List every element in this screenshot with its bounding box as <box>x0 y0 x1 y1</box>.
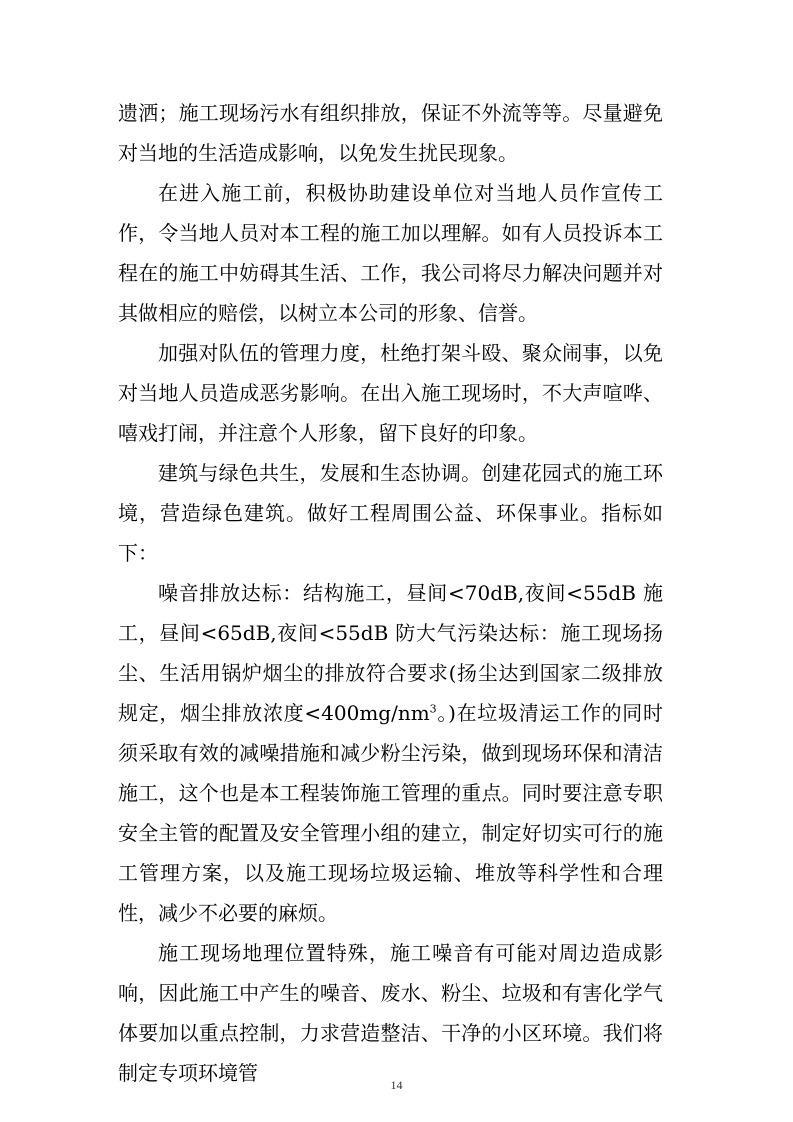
paragraph-community-relations: 在进入施工前，积极协助建设单位对当地人员作宣传工作，令当地人员对本工程的施工加以理解。如有人员投诉本工程在的施工中妨碍其生活、工作，我公司将尽力解决问题并对其做相应的赔偿，以树立本公司的形象、信誉。 <box>118 181 663 325</box>
paragraph-waste-water: 遗洒；施工现场污水有组织排放，保证不外流等等。尽量避免对当地的生活造成影响，以免发生扰民现象。 <box>118 101 663 165</box>
paragraph-emission-standards <box>118 573 663 933</box>
emission-text-after: 。)在垃圾清运工作的同时须采取有效的减噪措施和减少粉尘污染，做到现场环保和清洁施工，这个也是本工程装饰施工管理的重点。同时要注意专职安全主管的配置及安全管理小组的建立，制定好切实可行的施工管理方案，以及施工现场垃圾运输、堆放等科学性和合理性，减少不必要的麻烦。 <box>118 701 663 925</box>
paragraph-team-management: 加强对队伍的管理力度，杜绝打架斗殴、聚众闹事，以免对当地人员造成恶劣影响。在出入施工现场时，不大声喧哗、嘻戏打闹，并注意个人形象，留下良好的印象。 <box>118 341 663 445</box>
paragraph-green-building: 建筑与绿色共生，发展和生态协调。创建花园式的施工环境，营造绿色建筑。做好工程周围公益、环保事业。指标如下： <box>118 461 663 565</box>
superscript-cubed: 3 <box>429 702 437 716</box>
document-body <box>118 93 663 1093</box>
emission-text-before: 噪音排放达标：结构施工，昼间<70dB,夜间<55dB 施工，昼间<65dB,夜间<55dB 防大气污染达标：施工现场扬尘、生活用锅炉烟尘的排放符合要求(扬尘达到国家二级排放规定，烟尘排放浓度<400mg/nm <box>118 581 663 725</box>
paragraph-site-location: 施工现场地理位置特殊，施工噪音有可能对周边造成影响，因此施工中产生的噪音、废水、粉尘、垃圾和有害化学气体要加以重点控制，力求营造整洁、干净的小区环境。我们将制定专项环境管 <box>118 941 663 1085</box>
page-number: 14 <box>390 1078 403 1092</box>
